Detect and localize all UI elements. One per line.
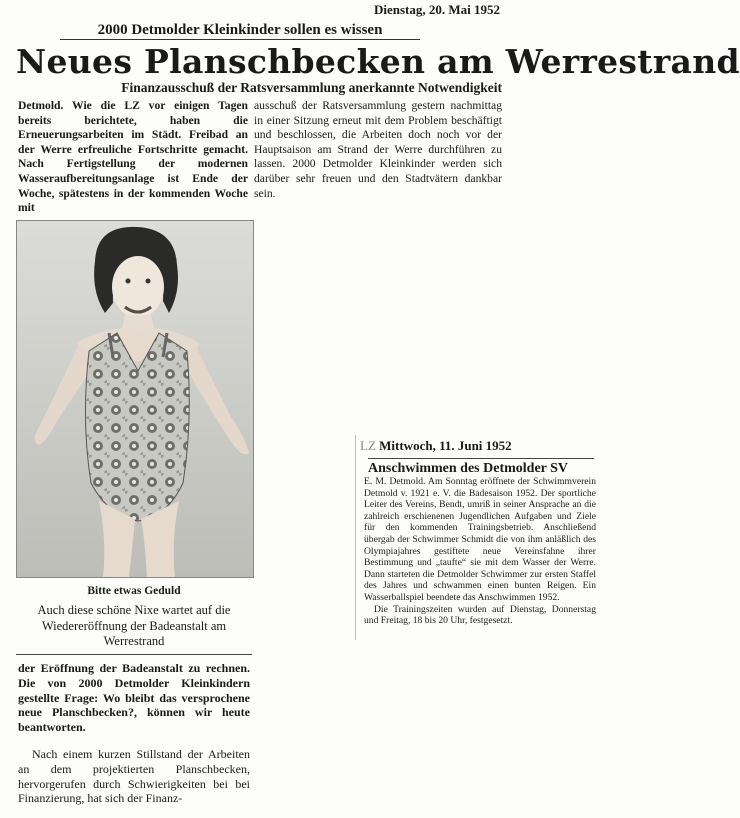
clip2-paragraph-1: E. M. Detmold. Am Sonntag eröffnete der Schwimmverein Detmold v. 1921 e. V. die Badesaison 1952. Der sportliche Leiter des Vereins, Bendt, umriß in seiner Ansprache an die zahlreich erschienenen Jugendlichen Aufgaben und Ziele für den kommenden Trainingsbetrieb. Anschließend übergab der Schwimmer Schmidt die von ihm anläßlich des Olympiajahres gestiftete neue Vereinsfahne ihrer Bestimmung und „taufte“ sie mit dem Wasser der Werre. Dann starteten die Detmolder Schwimmer zur ersten Staffel des Jahres und schwammen einen bunten Reigen. Ein Wasserballspiel beendete das Anschwimmen 1952. [364, 476, 596, 603]
clip1-column-2 [254, 99, 502, 201]
clip1-column-3 [18, 661, 250, 735]
clip2-headline: Anschwimmen des Detmolder SV [368, 458, 594, 477]
photo-caption: Auch diese schöne Nixe wartet auf die Wiedereröffnung der Badeanstalt am Werrestrand [37, 603, 231, 648]
clip1-column-1 [18, 99, 248, 216]
divider [16, 654, 252, 655]
clip1-column-3b-text: Nach einem kurzen Stillstand der Arbeiten an dem projektierten Planschbecken, hervorgerufen durch Schwierigkeiten bei bei Finanzierung, hat sich der Finanz- [18, 747, 250, 806]
clip2-body [364, 476, 596, 627]
clip1-column-3-continued [18, 735, 250, 818]
woman-in-swimsuit-image [17, 221, 253, 577]
swimsuit-photo [16, 220, 254, 578]
photo-caption-title: Bitte etwas Geduld [87, 585, 181, 597]
clip1-date: Dienstag, 20. Mai 1952 [373, 2, 500, 17]
handwritten-note: LZ [360, 438, 376, 453]
clip1-column-2-text: ausschuß der Ratsversammlung gestern nachmittag in einer Sitzung erneut mit dem Problem beschäftigt und beschlossen, die Arbeiten doch noch vor der Hauptsaison am Strand der Werre durchführen zu lassen. 2000 Detmolder Kleinkinder werden sich darüber sehr freuen und den Stadtvätern dankbar sein. [254, 99, 502, 200]
clip2-date-line [360, 438, 596, 454]
clip1-kicker: 2000 Detmolder Kleinkinder sollen es wissen [60, 22, 420, 40]
clip1-subhead: Finanzausschuß der Ratsversammlung anerkannte Notwendigkeit [121, 80, 502, 95]
clip1-headline: Neues Planschbecken am Werrestrand [16, 42, 740, 81]
clip2-paragraph-2: Die Trainingszeiten wurden auf Dienstag, Donnerstag und Freitag, 18 bis 20 Uhr, festgesetzt. [364, 603, 596, 627]
clip2-date: Mittwoch, 11. Juni 1952 [379, 438, 512, 453]
clip1-column-1-text: Detmold. Wie die LZ vor einigen Tagen bereits berichtete, haben die Erneuerungsarbeiten im Städt. Freibad an der Werre erfreuliche Fortschritte gemacht. Nach Fertigstellung der modernen Wasseraufbereitungsanlage ist Ende der Woche, spätestens in der kommenden Woche mit [18, 99, 248, 215]
clip1-column-3-text: der Eröffnung der Badeanstalt zu rechnen. Die von 2000 Detmolder Kleinkindern gestellte Frage: Wo bleibt das versprochene neue Planschbecken?, können wir heute beantworten. [18, 661, 250, 735]
